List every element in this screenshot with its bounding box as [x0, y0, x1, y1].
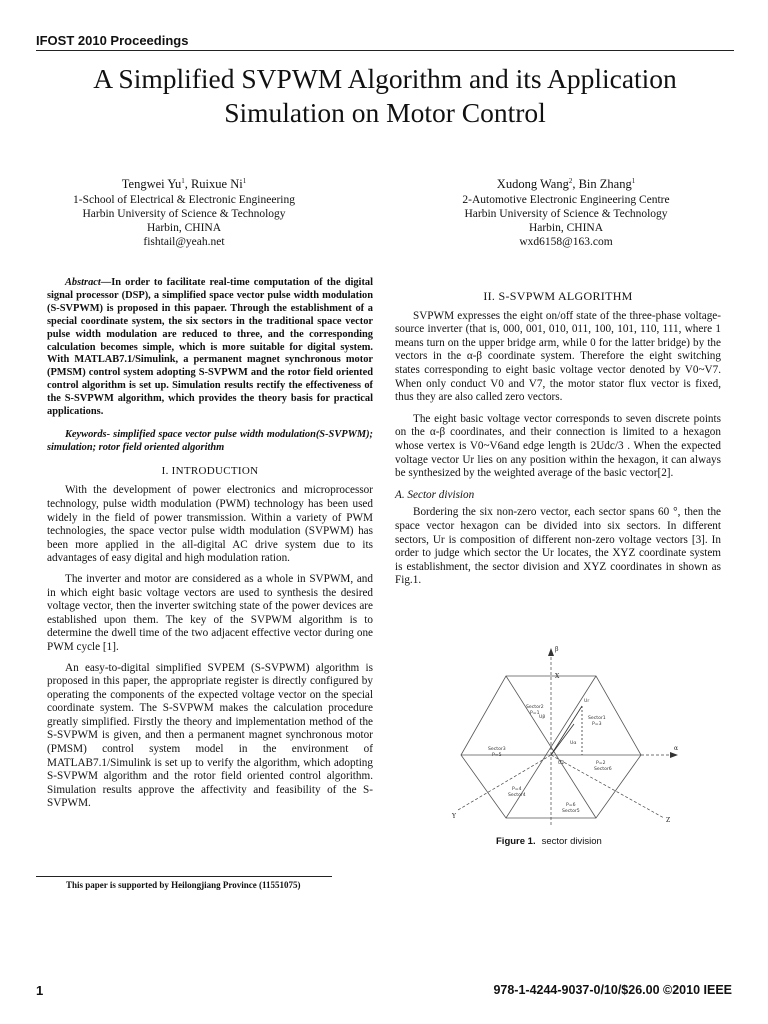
- sector2-label: Sector2: [526, 705, 544, 710]
- footnote: This paper is supported by Heilongjiang Province (11551075): [66, 880, 301, 890]
- author-block-left: [50, 177, 318, 249]
- y-axis: [458, 755, 551, 810]
- author-affiliation-left: 1-School of Electrical & Electronic Engineering: [73, 194, 295, 206]
- abstract: Abstract—In order to facilitate real-time computation of the digital signal processor (DSP), a simplified space vector pulse width modulation (S-SVPWM) is proposed in this papaer. Through the establishment of a special coordinate system, the six sectors in the traditional space vector pulse width modulation are reduced to three, and the corresponding calculation becomes simple, which is more suitable for digital system. With MATLAB7.1/Simulink, a permanent magnet synchronous motor (PMSM) control system adopting S-SVPWM and the rotor field oriented control algorithm is set up. Simulation results rectify the effectiveness of the S-SVPWM algorithm, which provides the theory basis for practical applications.: [47, 277, 373, 418]
- author-university-right: Harbin University of Science & Technology: [464, 208, 668, 220]
- author-affiliation-right: 2-Automotive Electronic Engineering Centre: [462, 194, 670, 206]
- sector-division-figure: [446, 640, 686, 830]
- sector5-p-label: P=6: [566, 803, 576, 808]
- footnote-rule: [36, 876, 332, 877]
- intro-paragraph-3: An easy-to-digital simplified SVPEM (S-SVPWM) algorithm is proposed in this paper, the appropriate register is directly configured by operating the components of the expected voltage vector on the special coordinate system. The S-SVPWM makes the calculation procedure greatly simplified. Firstly the theory and implementation method of the S-SVPWM is given, and then a permanent magnet synchronous motor (PMSM) control system model in the environment of MATLAB7.1/Simulink is set up to verify the algorithm, which adopting S-SVPWM algorithm and the rotor field oriented control algorithm. Simulation results approve the affectivity and feasibility of the S-SVPWM.: [47, 661, 373, 810]
- left-column: [47, 277, 373, 815]
- section-heading-introduction: I. INTRODUCTION: [161, 464, 259, 477]
- x-label: X: [555, 673, 560, 680]
- section-heading-ssvpwm: II. S-SVPWM ALGORITHM: [483, 289, 633, 303]
- header-rule: [36, 50, 734, 51]
- ur-label: Ur: [584, 699, 590, 704]
- title-line-1: A Simplified SVPWM Algorithm and its Application: [93, 63, 677, 94]
- sector4-label: Sector4: [508, 793, 526, 798]
- author-city-left: Harbin, CHINA: [146, 222, 222, 234]
- z-label: Z: [666, 817, 671, 824]
- figure-caption: Figure 1. sector division: [496, 836, 602, 847]
- ssvpwm-paragraph-2: The eight basic voltage vector corresponds to seven discrete points on the α-β coordinates, and their connection is limited to a hexagon whose vertex is V0~V6and edge length is 2Udc/3 . When the expected voltage vector Ur lies on any position within the hexagon, it can always be synthesized by the weighted average of the basic vector[2].: [395, 412, 721, 480]
- y-label: Y: [452, 813, 456, 820]
- author-university-left: Harbin University of Science & Technology: [82, 208, 286, 220]
- ur-vector: [551, 706, 582, 755]
- ub-label: Uβ: [539, 715, 546, 720]
- right-column: [395, 290, 721, 592]
- alpha-label: α: [674, 745, 679, 752]
- author-email-right[interactable]: wxd6158@163.com: [519, 236, 613, 248]
- copyright-footer: 978-1-4244-9037-0/10/$26.00 ©2010 IEEE: [493, 983, 732, 997]
- author-city-right: Harbin, CHINA: [528, 222, 604, 234]
- sector1-label: Sector1: [588, 716, 606, 721]
- keywords: Keywords- simplified space vector pulse width modulation(S-SVPWM); simulation; rotor field oriented algorithm: [47, 428, 373, 453]
- ssvpwm-paragraph-1: SVPWM expresses the eight on/off state of the three-phase voltage-source inverter (that is, 000, 001, 010, 011, 100, 101, 110, 111, where 1 means turn on the upper bridge arm, while 0 for the latter bridge) by the vectors in the α-β coordinate system. Therefore the eight switching states corresponding to eight basic voltage vector denoted by V0~V7. When only conduct V0 and V7, the motor stator flux vector is fixed, thus they are also called zero vectors.: [395, 309, 721, 404]
- page-number: 1: [36, 983, 44, 998]
- u2-label: U2: [558, 761, 565, 766]
- beta-arrow-icon: [548, 648, 554, 656]
- author-names-left: Tengwei Yu$^1$, Ruixue Ni$^1$: [121, 176, 247, 191]
- author-names-right: Xudong Wang$^2$, Bin Zhang$^1$: [496, 176, 636, 191]
- sector2-p-label: P=1: [530, 711, 540, 716]
- sector6-p-label: P=2: [596, 761, 606, 766]
- ua-label: Uα: [570, 741, 577, 746]
- subsection-heading-sector-division: A. Sector division: [395, 488, 475, 501]
- intro-paragraph-1: With the development of power electronics and microprocessor technology, pulse width modulation (PWM) technology has been used widely in the field of power transmission. Within a variety of PWM technologies, the space vector pulse width modulation (SVPWM) has been more applied in the all-digital AC drive system due to its advantages of easy digital and high modulation ration.: [47, 484, 373, 565]
- sector1-p-label: P=3: [592, 722, 602, 727]
- paper-title: [40, 62, 730, 130]
- alpha-arrow-icon: [670, 752, 678, 758]
- intro-paragraph-2: The inverter and motor are considered as a whole in SVPWM, and in which eight basic voltage vectors are used to synthesis the desired voltage vector, then the inverter switching state of the power devices are established upon them. The key of the SVPWM algorithm is to determine the dwell time of the two adjacent effective vector during one PWM cycle [1].: [47, 572, 373, 653]
- beta-label: β: [555, 646, 559, 653]
- sector3-p-label: P=5: [492, 753, 502, 758]
- sector6-label: Sector6: [594, 767, 612, 772]
- author-block-right: [424, 177, 708, 249]
- sector5-label: Sector5: [562, 809, 580, 814]
- author-email-left[interactable]: fishtail@yeah.net: [143, 236, 225, 248]
- sector-division-paragraph: Bordering the six non-zero vector, each sector spans 60 °, then the space vector hexagon can be divided into six sectors. In different sectors, Ur is composition of different non-zero voltage vectors [3]. In order to judge which sector the Ur locates, the XYZ coordinate system is establishment, the sector division and XYZ coordinates in shown as Fig.1.: [395, 506, 721, 587]
- title-line-2: Simulation on Motor Control: [224, 97, 546, 128]
- sector3-label: Sector3: [488, 747, 506, 752]
- proceedings-header: IFOST 2010 Proceedings: [36, 33, 189, 48]
- sector4-p-label: P=4: [512, 787, 522, 792]
